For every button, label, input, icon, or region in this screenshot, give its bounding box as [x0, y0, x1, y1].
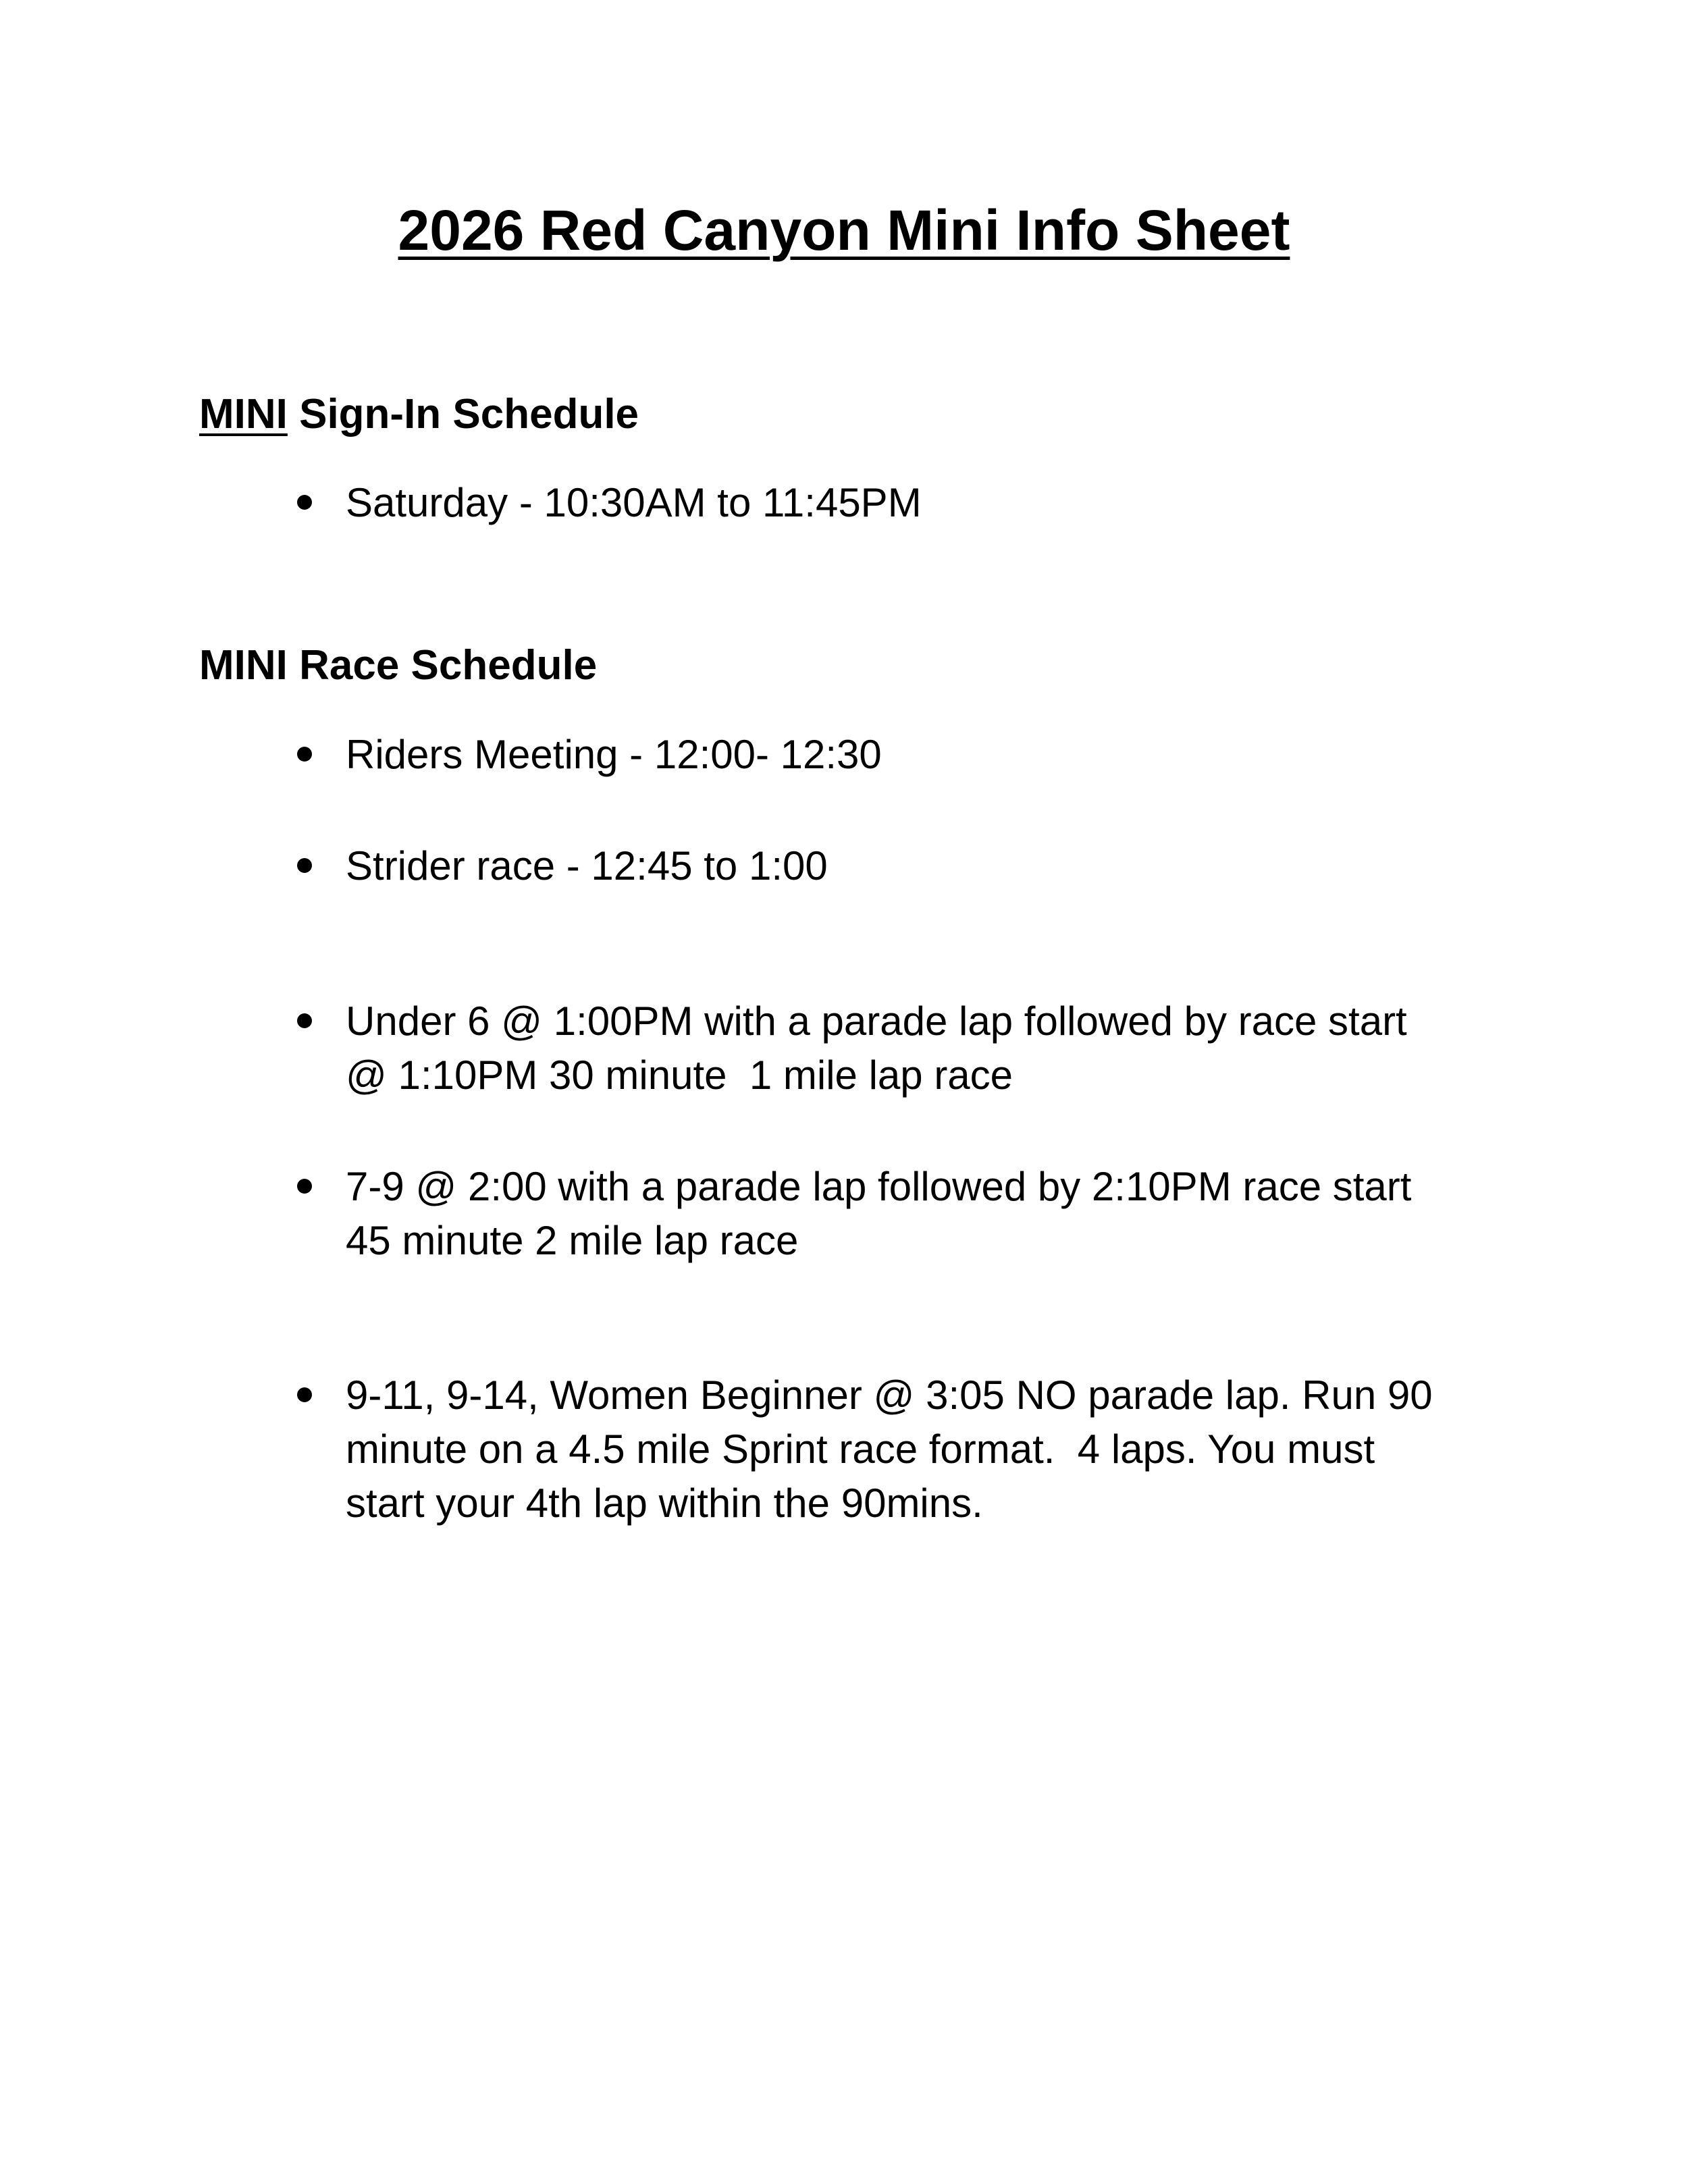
signin-heading-prefix: MINI — [199, 391, 288, 437]
bullet-icon — [297, 747, 312, 762]
list-item — [297, 476, 1526, 530]
bullet-icon — [297, 1387, 312, 1402]
signin-heading — [199, 392, 639, 437]
race-item-text: Riders Meeting - 12:00- 12:30 — [346, 732, 882, 777]
list-item — [297, 728, 1526, 782]
list-item — [297, 839, 1526, 893]
race-item-text: Under 6 @ 1:00PM with a parade lap followed by race start @ 1:10PM 30 minute 1 mile lap race — [346, 998, 1407, 1098]
list-item — [297, 994, 1526, 1102]
page-title: 2026 Red Canyon Mini Info Sheet — [398, 198, 1290, 262]
race-item-text: 7-9 @ 2:00 with a parade lap followed by 2:10PM race start 45 minute 2 mile lap race — [346, 1164, 1412, 1263]
race-item-text: 9-11, 9-14, Women Beginner @ 3:05 NO parade lap. Run 90 minute on a 4.5 mile Sprint race format. 4 laps. You must start your 4th lap within the 90mins. — [346, 1373, 1433, 1526]
race-item-text: Strider race - 12:45 to 1:00 — [346, 843, 828, 888]
bullet-icon — [297, 1013, 312, 1028]
bullet-icon — [297, 1179, 312, 1194]
signin-item-text: Saturday - 10:30AM to 11:45PM — [346, 480, 922, 525]
list-item — [297, 1160, 1526, 1268]
list-item — [297, 1368, 1526, 1530]
bullet-icon — [297, 495, 312, 510]
bullet-icon — [297, 858, 312, 873]
signin-heading-rest: Sign-In Schedule — [287, 391, 639, 437]
race-heading: MINI Race Schedule — [199, 642, 598, 689]
